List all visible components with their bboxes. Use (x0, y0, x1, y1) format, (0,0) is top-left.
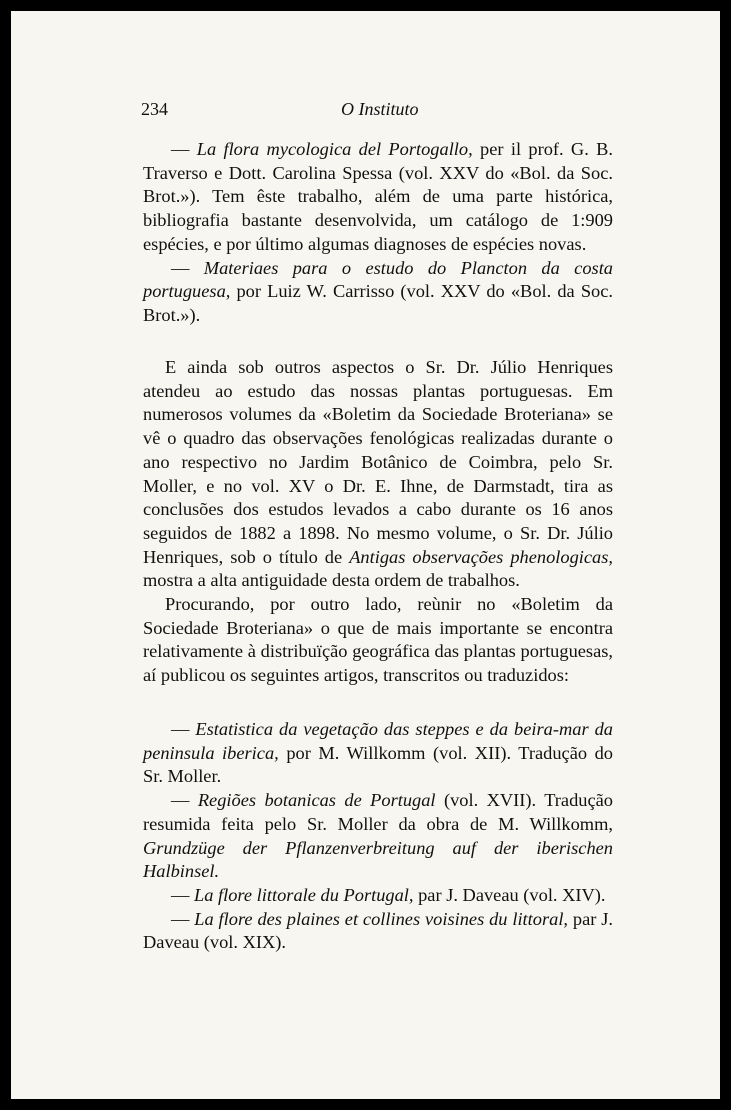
entry-dash: — (171, 884, 194, 905)
entry-title: La flore littorale du Portugal, (194, 884, 414, 905)
bibliography-entry (143, 789, 613, 884)
entry-title: La flore des plaines et collines voisines du littoral, (194, 908, 569, 929)
entry-dash: — (171, 908, 195, 929)
page-header (141, 99, 611, 125)
body-paragraph (143, 593, 613, 688)
bibliography-entry (143, 718, 613, 789)
bibliography-entry (143, 908, 613, 955)
entries-block-2 (143, 718, 613, 955)
paragraph-title: Antigas observações phenologicas, (349, 546, 613, 567)
entry-dash: — (171, 719, 196, 739)
bibliography-entry (143, 884, 613, 908)
body-paragraph (143, 356, 613, 593)
paragraph-text: Procurando, por outro lado, reùnir no «Boletim da Sociedade Broteriana» o que de mais importante se encontra relativamente à distribuïção geográfica das plantas portuguesas, aí publicou os seguintes artigos, transcritos ou traduzidos: (143, 594, 613, 686)
entry-title: Materiaes para o estudo do Plancton da costa portuguesa, (143, 257, 613, 302)
bibliography-entry (143, 138, 613, 257)
entry-text: por Luiz W. Carrisso (vol. XXV do «Bol. da Soc. Brot.»). (143, 281, 613, 325)
entry-text: por M. Willkomm (vol. XII). Tradução do Sr. Moller. (143, 742, 613, 787)
entry-title: Regiões botanicas de Portugal (197, 790, 436, 811)
bibliography-entry (143, 257, 613, 328)
entry-title: Grundzüge der Pflanzenverbreitung auf der iberischen Halbinsel. (143, 837, 613, 882)
paragraph-text: E ainda sob outros aspectos o Sr. Dr. Júlio Henriques atendeu ao estudo das nossas plantas portuguesas. Em numerosos volumes da «Boletim da Sociedade Broteriana» se vê o quadro das observações fenológicas realizadas durante o ano respectivo no Jardim Botânico de Coimbra, pelo Sr. Moller, e no vol. XV o Dr. E. Ihne, de Darmstadt, tira as conclusões dos estudos levados a cabo durante os 16 anos seguidos de 1882 a 1898. No mesmo volume, o Sr. Dr. Júlio Henriques, sob o título de (143, 357, 613, 567)
entry-text: par J. Daveau (vol. XIX). (143, 908, 613, 953)
running-title: O Instituto (341, 99, 419, 119)
body-paragraphs (143, 356, 613, 688)
paragraph-text: mostra a alta antiguidade desta ordem de trabalhos. (143, 570, 520, 591)
entry-dash: — (171, 790, 198, 811)
entry-title: La flora mycologica del Portogallo, (196, 139, 473, 159)
entry-title: Estatistica da vegetação das steppes e da beira-mar da peninsula iberica, (143, 719, 613, 763)
entry-text: per il prof. G. B. Traverso e Dott. Carolina Spessa (vol. XXV do «Bol. da Soc. Brot.»). Tem êste trabalho, além de uma parte histórica, bibliografia bastante desenvolvida, um catálogo de 1:909 espécies, e por último algumas diagnoses de espécies novas. (143, 139, 613, 254)
book-page (11, 11, 720, 1099)
entry-dash: — (171, 257, 204, 278)
page-number: 234 (141, 99, 168, 119)
entry-dash: — (171, 139, 197, 159)
entry-text: par J. Daveau (vol. XIV). (413, 884, 606, 905)
entry-text: (vol. XVII). Tradução resumida feita pelo Sr. Moller da obra de M. Willkomm, (143, 790, 613, 834)
entries-block-1 (143, 138, 613, 328)
